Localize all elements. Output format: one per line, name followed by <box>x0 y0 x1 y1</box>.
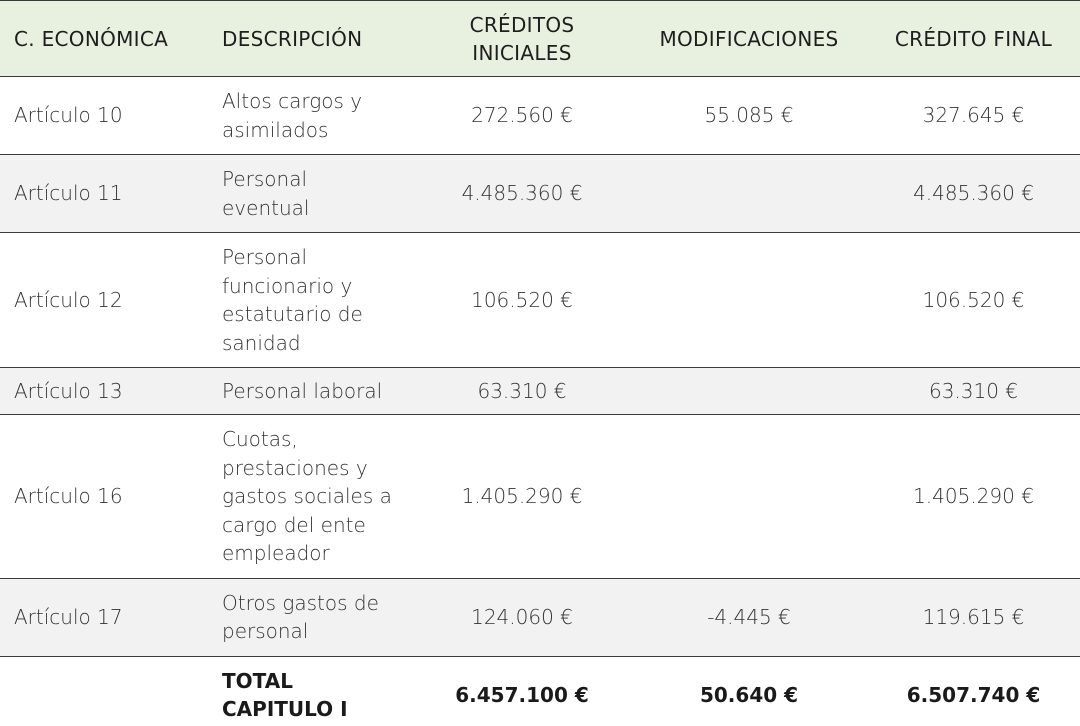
table-row <box>0 368 1080 415</box>
row-code: Artículo 10 <box>0 77 208 155</box>
row-code: Artículo 11 <box>0 155 208 233</box>
row-final-credit: 327.645 € <box>867 77 1080 155</box>
table-row <box>0 578 1080 656</box>
total-code <box>0 656 208 726</box>
row-description: Cuotas, prestaciones y gastos sociales a cargo del ente empleador <box>208 415 413 579</box>
total-label: TOTAL CAPITULO I <box>208 656 413 726</box>
row-final-credit: 63.310 € <box>867 368 1080 415</box>
table-row <box>0 155 1080 233</box>
table-row <box>0 77 1080 155</box>
row-modification <box>631 415 867 579</box>
row-description: Personal laboral <box>208 368 413 415</box>
header-modifications: MODIFICACIONES <box>631 1 867 77</box>
row-code: Artículo 12 <box>0 233 208 368</box>
header-initial-credits <box>413 1 631 77</box>
table-row <box>0 233 1080 368</box>
row-initial-credit: 1.405.290 € <box>413 415 631 579</box>
row-modification <box>631 233 867 368</box>
row-initial-credit: 106.520 € <box>413 233 631 368</box>
row-description: Personal eventual <box>208 155 413 233</box>
total-final-credit: 6.507.740 € <box>867 656 1080 726</box>
table-header <box>0 1 1080 77</box>
header-initial-credits-line1: CRÉDITOS <box>469 12 575 37</box>
header-description: DESCRIPCIÓN <box>208 1 413 77</box>
table-body <box>0 77 1080 726</box>
row-initial-credit: 124.060 € <box>413 578 631 656</box>
total-row <box>0 656 1080 726</box>
row-modification <box>631 368 867 415</box>
row-description: Otros gastos de personal <box>208 578 413 656</box>
row-code: Artículo 13 <box>0 368 208 415</box>
total-modification: 50.640 € <box>631 656 867 726</box>
row-modification <box>631 155 867 233</box>
row-code: Artículo 17 <box>0 578 208 656</box>
row-initial-credit: 4.485.360 € <box>413 155 631 233</box>
row-final-credit: 106.520 € <box>867 233 1080 368</box>
header-final-credit: CRÉDITO FINAL <box>867 1 1080 77</box>
row-description: Altos cargos y asimilados <box>208 77 413 155</box>
row-code: Artículo 16 <box>0 415 208 579</box>
row-modification: 55.085 € <box>631 77 867 155</box>
row-description: Personal funcionario y estatutario de sanidad <box>208 233 413 368</box>
header-code: C. ECONÓMICA <box>0 1 208 77</box>
row-final-credit: 119.615 € <box>867 578 1080 656</box>
table-row <box>0 415 1080 579</box>
row-initial-credit: 272.560 € <box>413 77 631 155</box>
row-final-credit: 1.405.290 € <box>867 415 1080 579</box>
header-initial-credits-line2: INICIALES <box>472 40 572 65</box>
row-modification: -4.445 € <box>631 578 867 656</box>
total-initial-credit: 6.457.100 € <box>413 656 631 726</box>
row-final-credit: 4.485.360 € <box>867 155 1080 233</box>
row-initial-credit: 63.310 € <box>413 368 631 415</box>
